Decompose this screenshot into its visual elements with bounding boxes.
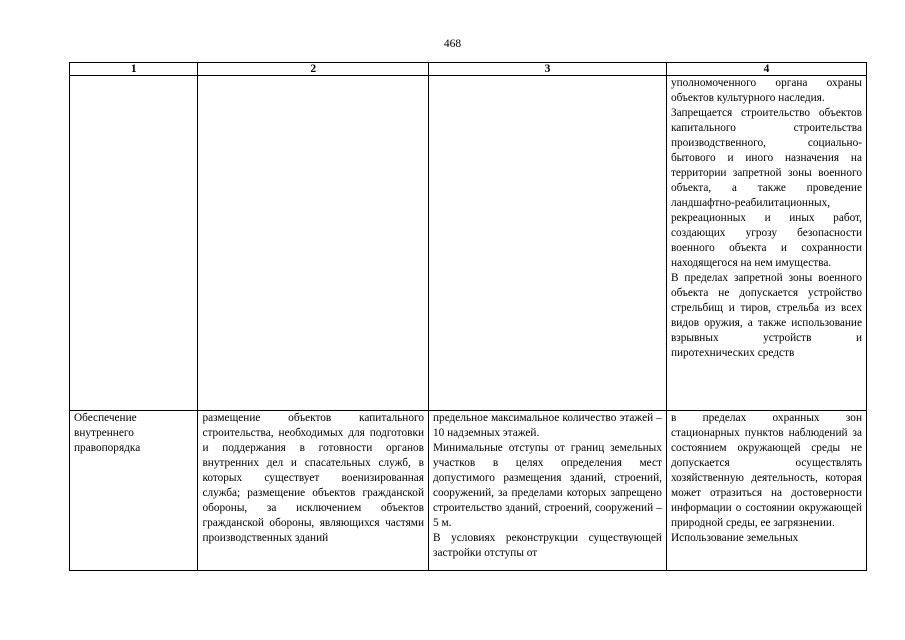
cell-paragraph: Использование земельных bbox=[670, 532, 799, 544]
table-cell bbox=[666, 411, 866, 571]
cell-paragraph: В пределах запретной зоны военного объекта не допускается устройство стрельбищ и тиров, стрельба из всех видов оружия, а также использование взрывных устройств и пиротехнических средств bbox=[670, 272, 862, 359]
table-cell bbox=[429, 76, 667, 411]
table-cell bbox=[198, 76, 429, 411]
table-cell bbox=[429, 411, 667, 571]
table-cell bbox=[70, 76, 198, 411]
cell-paragraph: В условиях реконструкции существующей застройки отступы от bbox=[433, 532, 662, 559]
cell-paragraph: в пределах охранных зон стационарных пунктов наблюдений за состоянием окружающей среды не допускается осуществлять хозяйственную деятельность, которая может отразиться на достоверности информации о состоянии окружающей природной среды, ее загрязнении. bbox=[670, 412, 862, 529]
column-header-1: 1 bbox=[70, 63, 198, 76]
column-header-2: 2 bbox=[198, 63, 429, 76]
column-header-4: 4 bbox=[666, 63, 866, 76]
cell-paragraph: Запрещается строительство объектов капитального строительства производственного, социально-бытового и иного назначения на территории запретной зоны военного объекта, а также проведение ландшафтно-реабилитационных, рекреационных и иных работ, создающих угрозу безопасности военного объекта и сохранности находящегося на нем имущества. bbox=[670, 107, 862, 269]
table-header-row bbox=[70, 63, 867, 76]
column-header-3: 3 bbox=[429, 63, 667, 76]
table-cell: размещение объектов капитального строительства, необходимых для подготовки и поддержания в готовности органов внутренних дел и спасательных служб, в которых существует военизированная служба; размещение объектов гражданской обороны, за исключением объектов гражданской обороны, являющихся частями производственных зданий bbox=[198, 411, 429, 571]
cell-paragraph: Минимальные отступы от границ земельных участков в целях определения мест допустимого размещения зданий, строений, сооружений, за пределами которых запрещено строительство зданий, строений, сооружений – 5 м. bbox=[433, 442, 662, 529]
use-type-cell: Обеспечение внутреннего правопорядка bbox=[70, 411, 198, 571]
page-number: 468 bbox=[443, 38, 462, 50]
cell-paragraph: предельное максимальное количество этажей – 10 надземных этажей. bbox=[433, 412, 662, 439]
table-row bbox=[70, 76, 867, 411]
cell-paragraph: уполномоченного органа охраны объектов культурного наследия. bbox=[670, 77, 862, 104]
table-cell bbox=[666, 76, 866, 411]
zoning-table bbox=[69, 62, 867, 571]
table-row bbox=[70, 411, 867, 571]
